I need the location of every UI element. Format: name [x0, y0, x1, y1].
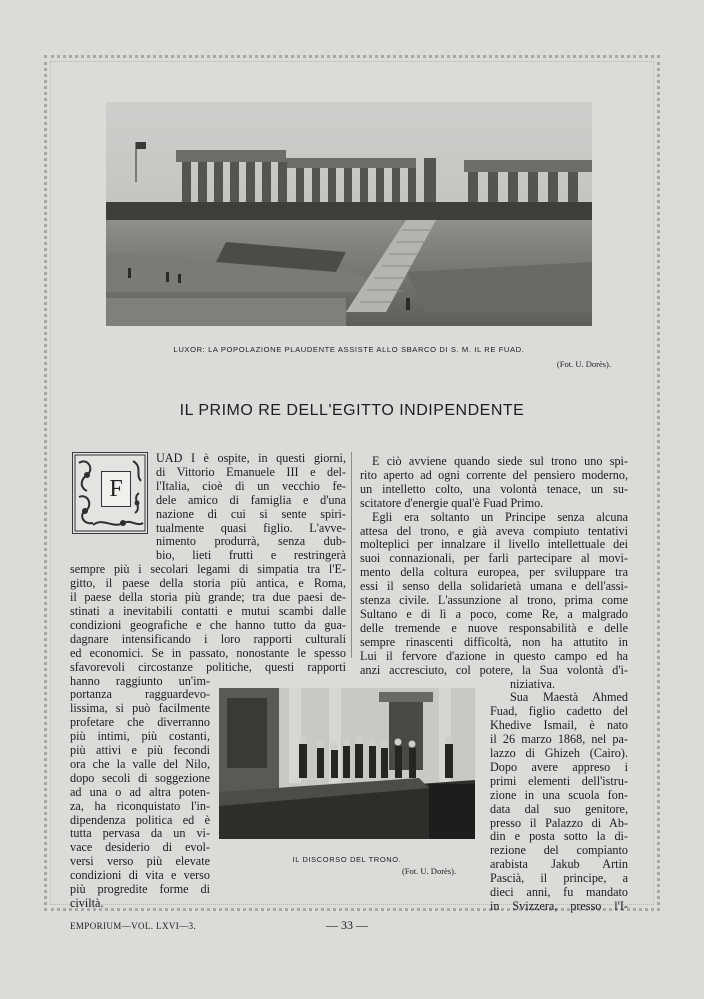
text-line: vace desiderio di evol-: [70, 840, 210, 855]
text-line: lissima, si può facilmente: [70, 701, 210, 716]
text-line: UAD I è ospite, in questi giorni,: [156, 451, 346, 465]
text-line: Dopo avere appreso i: [490, 759, 628, 774]
text-line: condizioni di vita e verso: [70, 868, 210, 883]
text-line: versi verso più elevate: [70, 854, 210, 869]
text-line: data dal suo genitore,: [490, 801, 628, 816]
text-line: hanno raggiunto un'im-: [70, 673, 210, 688]
text-line: stinati a inevitabili contatti e mutui scambi dalle: [70, 603, 346, 618]
text-line: niziativa.: [510, 676, 556, 691]
text-line: profetare che diverranno: [70, 715, 210, 730]
luxor-photo-caption: LUXOR: LA POPOLAZIONE PLAUDENTE ASSISTE ALLO SBARCO DI S. M. IL RE FUAD.: [173, 345, 525, 354]
text-line: il 26 marzo 1868, nel pa-: [490, 732, 628, 747]
text-line: din e posta sotto la di-: [490, 829, 628, 844]
column-divider: [351, 452, 352, 658]
text-line: Fuad, figlio cadetto del: [490, 704, 628, 719]
text-line: mento della coltura europea, per sviluppare tra: [360, 565, 628, 580]
text-line: dopo secoli di soggezione: [70, 770, 210, 785]
text-line: ed economici. Se in passato, nonostante le spesso: [70, 645, 346, 660]
text-line: Lui il fervore d'azione in questo campo ed ha: [360, 648, 628, 663]
text-line: essi il senso della solidarietà umana e dell'assi-: [360, 579, 628, 594]
text-line: Sua Maestà Ahmed: [510, 690, 628, 705]
text-line: dipendenza politica ed è: [70, 812, 210, 827]
text-line: tualmente quasi figlio. L'avve-: [156, 520, 346, 535]
text-line: in Svizzera, presso l'I-: [490, 899, 628, 913]
magazine-issue-reference: EMPORIUM—VOL. LXVI—3.: [70, 921, 197, 931]
left-column-text: [70, 452, 346, 911]
text-line: delle tremende e nuove responsabilità e delle: [360, 620, 628, 635]
text-line: lazzo di Ghizeh (Cairo).: [490, 746, 628, 761]
text-line: scitatore d'energie qual'è Fuad Primo.: [360, 495, 544, 510]
article-title: IL PRIMO RE DELL'EGITTO INDIPENDENTE: [179, 402, 525, 419]
text-line: più intimi, più costanti,: [70, 729, 210, 744]
throne-speech-photo: [219, 688, 475, 839]
text-line: Khedive Ismail, è nato: [490, 718, 628, 733]
text-line: Egli era soltanto un Principe senza alcuna: [372, 509, 628, 524]
text-line: primi elementi dell'istru-: [490, 773, 628, 788]
text-line: gitto, il paese della storia più antica, e Roma,: [70, 576, 346, 591]
text-line: za, ha riconquistato l'in-: [70, 798, 210, 813]
text-line: un intelletto colto, una volontà tenace, un su-: [360, 481, 628, 496]
text-line: nazione di cui si sente spiri-: [156, 506, 346, 521]
text-line: molteplici per innalzare il livello intellettuale dei: [360, 537, 628, 552]
text-line: civiltà.: [70, 896, 104, 910]
throne-speech-credit: (Fot. U. Dorès).: [402, 866, 457, 876]
text-line: arabista Jakub Artin: [490, 857, 628, 872]
initial-letter: F: [101, 471, 131, 507]
text-line: il paese della storia più grande; tra due paesi de-: [70, 590, 346, 605]
throne-speech-drawing: [219, 688, 475, 839]
text-line: sempre rinascenti difficoltà, non ha attutito in: [360, 634, 628, 649]
text-line: zione in una scuola fon-: [490, 787, 628, 802]
luxor-photo: [106, 102, 592, 326]
text-line: suoi connazionali, per farli partecipare al movi-: [360, 551, 628, 566]
throne-speech-caption: IL DISCORSO DEL TRONO.: [292, 855, 402, 864]
luxor-photo-credit: (Fot. U. Dorès).: [556, 359, 611, 369]
text-line: più attivi e più fecondi: [70, 743, 210, 758]
text-line: bio, lieti frutti e restringerà: [156, 548, 346, 563]
text-line: stenza civile. L'assunzione al trono, prima come: [360, 593, 628, 608]
text-line: portanza ragguardevo-: [70, 687, 210, 702]
text-line: rito aperto ad ogni corrente del pensiero moderno,: [360, 467, 628, 482]
text-line: condizioni geografiche e che hanno tutto da gua-: [70, 617, 346, 632]
text-line: tutta pervasa da un vi-: [70, 826, 210, 841]
text-line: E ciò avviene quando siede sul trono uno spi-: [372, 454, 628, 468]
text-line: dieci anni, fu mandato: [490, 885, 628, 900]
text-line: sfavorevoli circostanze politiche, questi rapporti: [70, 659, 346, 674]
text-line: attesa del trono, e già aveva compiuto tentativi: [360, 523, 628, 538]
text-line: ora che la valle del Nilo,: [70, 756, 210, 771]
text-line: rezione del compianto: [490, 843, 628, 858]
text-line: di Vittorio Emanuele III e del-: [156, 464, 346, 479]
text-line: più progredite forme di: [70, 882, 210, 897]
page-number: — 33 —: [326, 918, 368, 932]
luxor-photo-drawing: [106, 102, 592, 326]
text-line: ad una o ad altra poten-: [70, 784, 210, 799]
text-line: dagnare intensificando i loro rapporti culturali: [70, 631, 346, 646]
text-line: anzi accresciuto, col potere, la Sua volontà d'i-: [360, 662, 628, 677]
text-line: Sultano e di lì a poco, come Re, a malgrado: [360, 606, 628, 621]
text-line: Pascià, il principe, a: [490, 871, 628, 886]
text-line: sempre più i secolari legami di simpatia tra l'E-: [70, 562, 346, 577]
text-line: l'Italia, cioè di un vecchio fe-: [156, 478, 346, 493]
right-column-text: [360, 455, 628, 914]
text-line: presso il Palazzo di Ab-: [490, 815, 628, 830]
text-line: dele amico di famiglia e d'una: [156, 492, 346, 507]
text-line: nimento produrrà, senza dub-: [156, 534, 346, 549]
